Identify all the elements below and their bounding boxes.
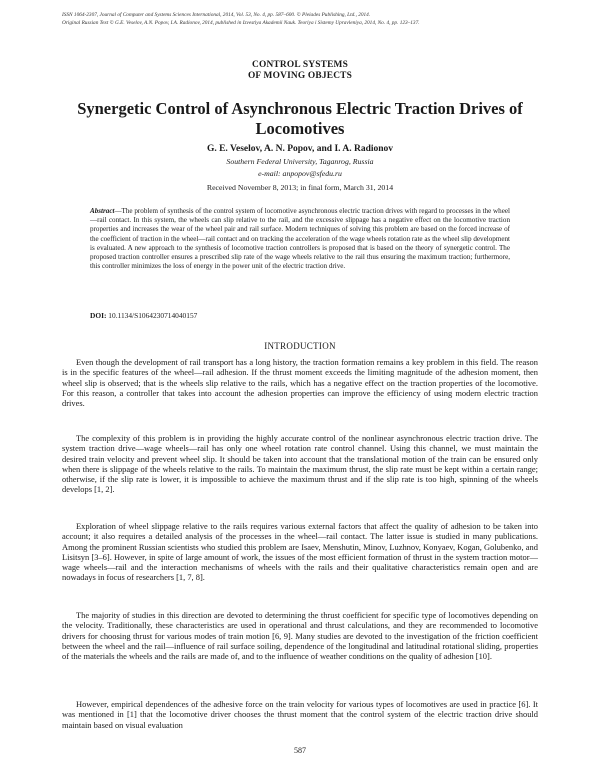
- section-title-line-2: OF MOVING OBJECTS: [247, 71, 353, 81]
- body-paragraph: The complexity of this problem is in providing the highly accurate control of the nonlinear asynchronous electric traction drive. The system traction drive—wage wheels—rail has only one wheel rotation rate control channel. Using this channel, we must maintain the desired train velocity and prevent wheel slip. It should be taken into account that the translational motion of the train can be ensured only when there is slippage of the wheels relative to the rails. To maintain the maximum thrust, the slip rate must be kept within a certain range; otherwise, if the slip rate is lower, it is impossible to achieve the maximum thrust and if the slip rate is too high, spinning of the wheels develops [1, 2].: [62, 433, 538, 495]
- author-email: e-mail: anpopov@sfedu.ru: [258, 169, 342, 178]
- doi-value[interactable]: 10.1134/S1064230714040157: [108, 311, 198, 320]
- journal-section-title: [0, 60, 600, 82]
- original-text-line: Original Russian Text © G.E. Veselov, A.N. Popov, I.A. Radionov, 2014, published in Izvestiya Akademii Nauk. Teoriya i Sistemy Upravleniya, 2014, No. 4, pp. 123–137.: [62, 19, 420, 26]
- body-paragraph: However, empirical dependences of the adhesive force on the train velocity for various types of locomotives are used in practice [6]. It was mentioned in [1] that the locomotive driver chooses the thrust moment that the control system of the electric traction drive should maintain based on visual evaluation: [62, 699, 538, 730]
- article-title: Synergetic Control of Asynchronous Electric Traction Drives of Locomotives: [77, 99, 523, 138]
- body-paragraph: Even though the development of rail transport has a long history, the traction formation remains a key problem in this field. The reason is in the specific features of the wheel—rail adhesion. If the thrust moment exceeds the limiting magnitude of the adhesion moment, then wheel slip is observed; that is the wheels slip relative to the rails, which has a negative effect on the traction properties of the locomotive. For this reason, a controller that takes into account the adhesion properties can improve the efficiency of using modern electric traction drives.: [62, 357, 538, 408]
- body-paragraph: The majority of studies in this direction are devoted to determining the thrust coefficient for specific type of locomotives depending on the velocity. Traditionally, these characteristics are used in operational and thrust calculations, and they are recommended to locomotive drivers for choosing thrust for various modes of train motion [6, 9]. Many studies are devoted to the investigation of the friction coefficient between the wheel and the rail—influence of rail surface soiling, dependence of the longitudinal and latitudinal rotational sliding, properties of the materials the wheels and the rails are made of, and to the influence of weather conditions on the quality of adhesion [10].: [62, 610, 538, 661]
- abstract-label: Abstract: [90, 207, 115, 215]
- article-authors: G. E. Veselov, A. N. Popov, and I. A. Radionov: [206, 144, 394, 154]
- abstract-text: —The problem of synthesis of the control system of locomotive asynchronous electric traction drives with regard to processes in the wheel—rail contact. In this system, the wheels can slip relative to the rail, and the excessive slippage has a negative effect on the locomotive traction properties and increases the wear of the wheel pair and rail surface. Modern techniques of solving this problem are based on the forced increase of the coefficient of traction in the wheel—rail contact and on tracking the acceleration of the wage wheels rotation rate as the wheel slip development is evaluated. A new approach to the synthesis of locomotive traction controllers is proposed that is based on the theory of synergetic control. The proposed traction controller ensures a prescribed slip rate of the wage wheels relative to the rail thus ensuring the maximum traction; furthermore, this controller minimizes the loss of energy in the power unit of the electric traction drive.: [90, 207, 510, 271]
- abstract-block: [90, 207, 510, 271]
- section-title-line-1: CONTROL SYSTEMS: [252, 60, 348, 70]
- author-affiliation: Southern Federal University, Taganrog, Russia: [226, 157, 374, 166]
- journal-citation-line: ISSN 1064-2307, Journal of Computer and Systems Sciences International, 2014, Vol. 53, No. 4, pp. 587–600. © Pleiades Publishing, Ltd., 2014.: [62, 12, 371, 18]
- doi-line: [90, 311, 510, 320]
- page-number: 587: [294, 746, 306, 755]
- body-paragraph: Exploration of wheel slippage relative to the rails requires various external factors that affect the quality of adhesion to be taken into account; it also requires a detailed analysis of the processes in the wheel—rail contact. The latter issue is studied in many publications. Among the prominent Russian scientists who studied this problem are Isaev, Menshutin, Minov, Luzhnov, Konyaev, Kogan, Golubenko, and Lisitsyn [3–6]. However, in spite of large amount of work, the issues of the most efficient formation of thrust in the system traction motor—wage wheels—rail and the interaction mechanisms of wheels with the rails and their qualitative characteristics remain open and are nowadays in focus of researchers [1, 7, 8].: [62, 521, 538, 583]
- received-dates: Received November 8, 2013; in final form, March 31, 2014: [206, 183, 394, 192]
- journal-header: [62, 12, 542, 27]
- introduction-heading: INTRODUCTION: [264, 341, 336, 351]
- doi-label: DOI:: [90, 311, 107, 320]
